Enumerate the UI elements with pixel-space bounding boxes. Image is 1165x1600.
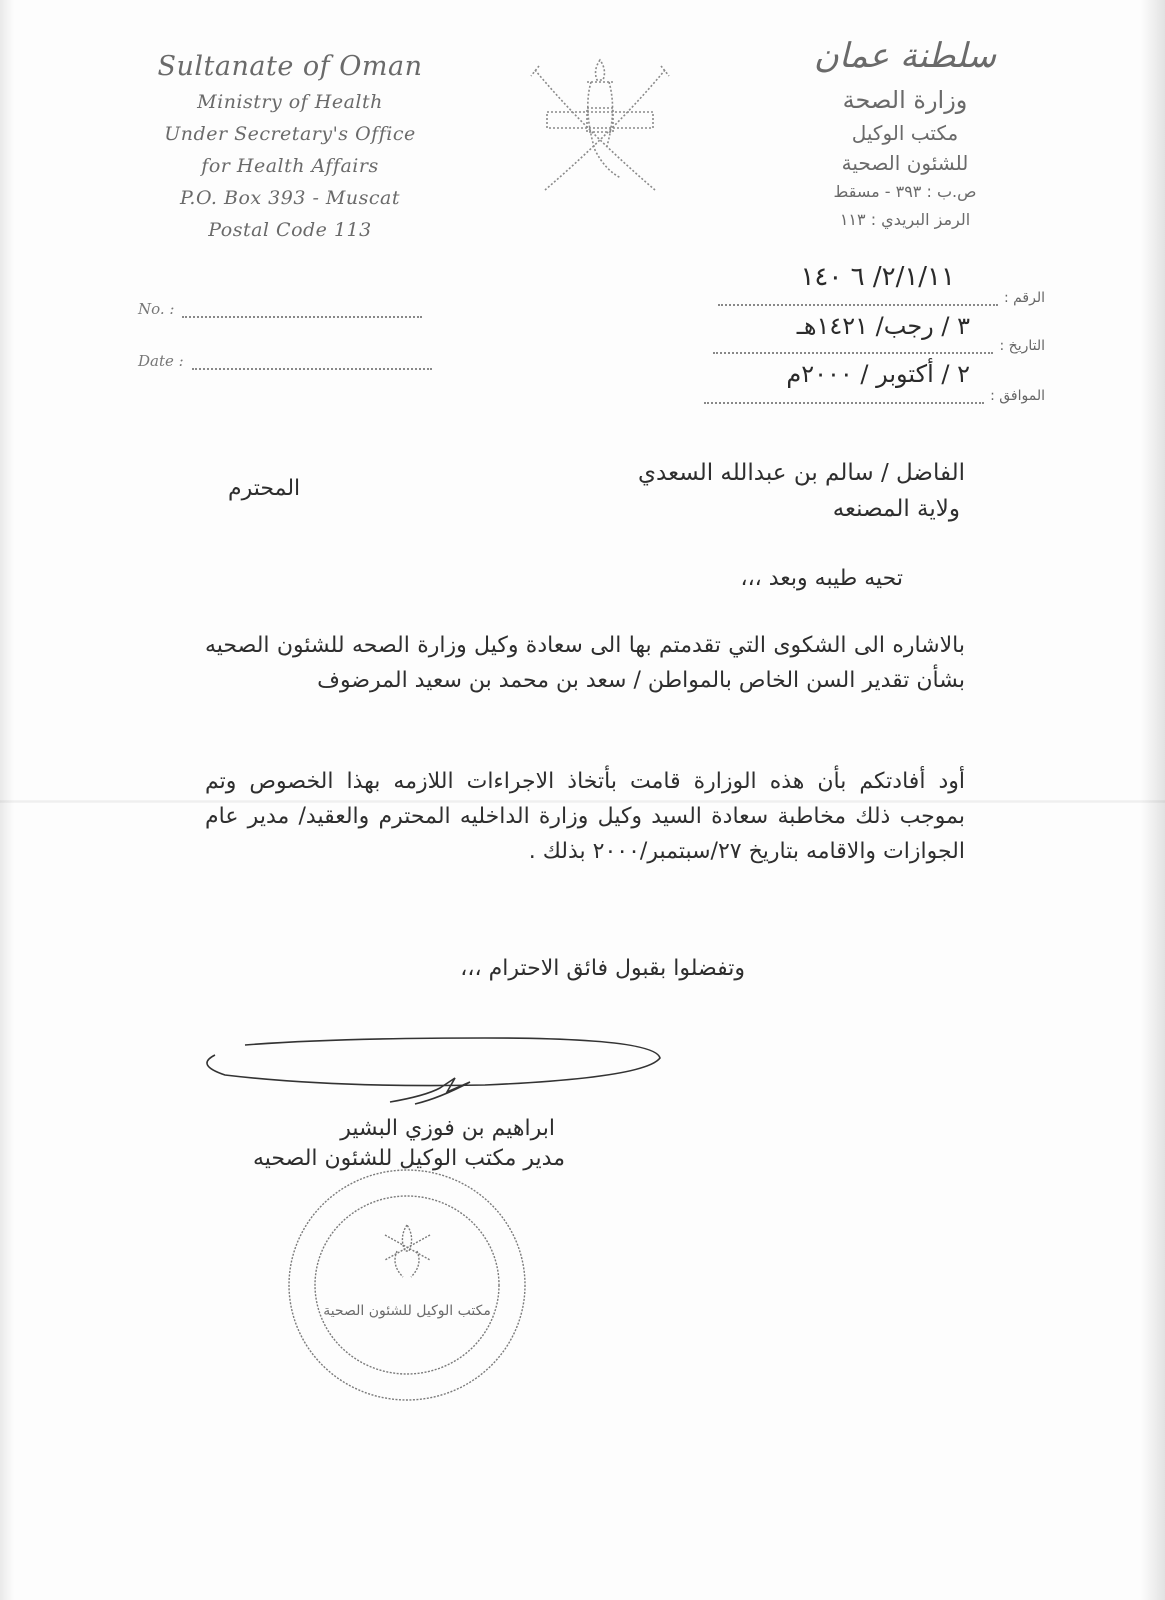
closing-line: وتفضلوا بقبول فائق الاحترام ،،، xyxy=(460,956,745,981)
reference-number: ٢/١/١١/ ٦ ١٤٠ xyxy=(800,262,955,292)
signatory-title: مدير مكتب الوكيل للشئون الصحيه xyxy=(253,1146,565,1171)
greeting: تحيه طيبه وبعد ،،، xyxy=(740,566,903,591)
arabic-letterhead-line-4: للشئون الصحية xyxy=(841,151,969,175)
date-label: Date : xyxy=(138,352,184,370)
no-label: No. : xyxy=(138,300,175,318)
stamp-text: مكتب الوكيل للشئون الصحية xyxy=(323,1303,491,1319)
arabic-letterhead-line-6: الرمز البريدي : ١١٣ xyxy=(839,210,971,229)
date-ar-dotted-line xyxy=(713,340,993,354)
arabic-letterhead xyxy=(795,30,1015,234)
corresponding-label: الموافق : xyxy=(990,388,1045,404)
arabic-letterhead-line-3: مكتب الوكيل xyxy=(851,121,959,145)
official-stamp-icon xyxy=(285,1165,530,1405)
letterhead-line-1: Sultanate of Oman xyxy=(157,51,423,82)
oman-emblem-icon xyxy=(525,50,675,200)
date-field-ar xyxy=(713,338,1045,354)
corresponding-dotted-line xyxy=(704,390,984,404)
hijri-date: ٣ / رجب/ ١٤٢١هـ xyxy=(796,312,970,340)
paragraph-1: بالاشاره الى الشكوى التي تقدمتم بها الى سعادة وكيل وزارة الصحه للشئون الصحيه بشأن تقدير السن الخاص بالمواطن / سعد بن محمد بن سعيد المرضوف xyxy=(205,633,965,693)
gregorian-date: ٢ / أكتوبر / ٢٠٠٠م xyxy=(786,360,970,388)
no-field xyxy=(138,300,422,318)
number-dotted-line xyxy=(718,292,998,306)
signatory-name: ابراهيم بن فوزي البشير xyxy=(340,1116,555,1141)
letterhead-line-4: for Health Affairs xyxy=(201,155,379,177)
english-letterhead xyxy=(130,48,450,246)
number-label: الرقم : xyxy=(1003,290,1045,306)
letterhead-line-2: Ministry of Health xyxy=(197,91,383,113)
date-field xyxy=(138,352,432,370)
arabic-letterhead-line-2: وزارة الصحة xyxy=(842,86,968,114)
addressee-honorific: المحترم xyxy=(228,476,301,501)
addressee-name: الفاضل / سالم بن عبدالله السعدي xyxy=(638,460,965,486)
arabic-letterhead-line-5: ص.ب : ٣٩٣ - مسقط xyxy=(833,182,977,201)
date-label-ar: التاريخ : xyxy=(999,338,1045,354)
paragraph-2: أود أفادتكم بأن هذه الوزارة قامت بأتخاذ الاجراءات اللازمه بهذا الخصوص وتم بموجب ذلك مخاطبة سعادة السيد وكيل وزارة الداخليه المحترم والعقيد/ مدير عام الجوازات والاقامه بتاريخ ٢٧/سبتمبر/٢٠٠٠ بذلك . xyxy=(205,769,965,864)
letterhead-line-3: Under Secretary's Office xyxy=(164,123,416,145)
signature-icon xyxy=(185,1030,685,1110)
no-dotted-line xyxy=(182,302,422,318)
addressee-location: ولاية المصنعه xyxy=(832,496,960,522)
arabic-letterhead-line-1: سلطنة عمان xyxy=(813,36,997,76)
corresponding-field xyxy=(704,388,1045,404)
number-field xyxy=(718,290,1045,306)
date-dotted-line xyxy=(192,354,432,370)
letterhead-line-6: Postal Code 113 xyxy=(208,219,372,241)
letterhead-line-5: P.O. Box 393 - Muscat xyxy=(180,187,400,209)
